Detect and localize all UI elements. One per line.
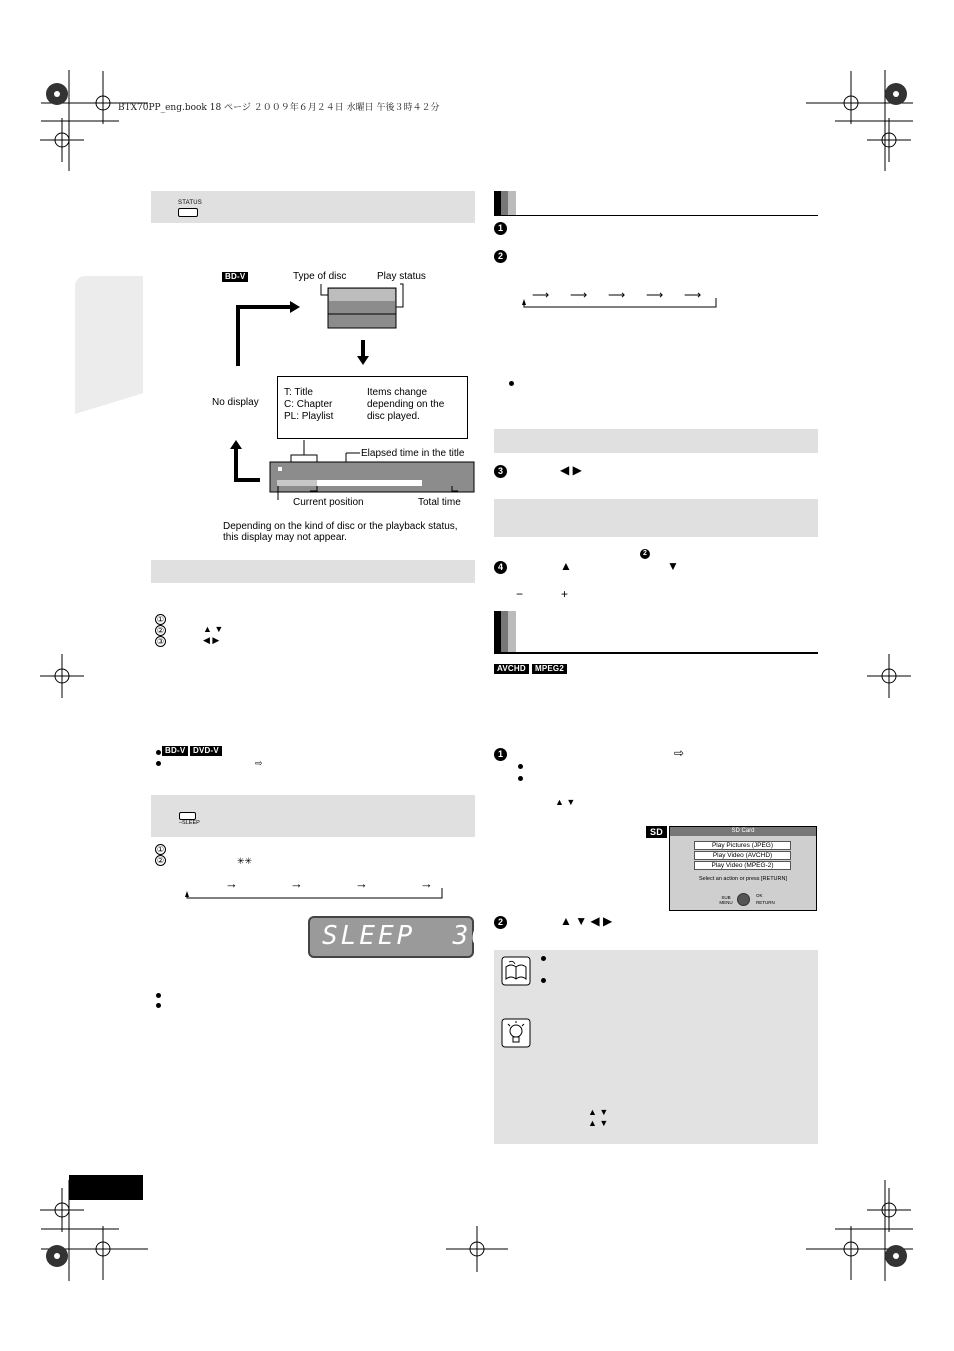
play-status-callout: Play status bbox=[377, 271, 426, 282]
sleep-flow-arrow-2: → bbox=[290, 876, 303, 891]
sleep-flow-arrow-3: → bbox=[355, 876, 368, 891]
sleep-lcd-text: SLEEP 30 bbox=[322, 921, 490, 951]
right1-gray-bar-2 bbox=[494, 499, 818, 537]
right-section2-rule bbox=[494, 652, 818, 654]
legend-chapter: C: Chapter bbox=[284, 399, 333, 410]
total-time-label: Total time bbox=[418, 497, 461, 508]
right2-bullet2 bbox=[518, 776, 523, 781]
section2-step1: ① bbox=[156, 615, 165, 624]
status-footnote-line1: Depending on the kind of disc or the playback status, bbox=[223, 521, 458, 532]
notes-bullet2 bbox=[541, 978, 546, 983]
right1-plus: + bbox=[561, 587, 569, 601]
mpeg2-badge: MPEG2 bbox=[532, 664, 567, 674]
right-section2-heading-bar bbox=[494, 611, 516, 653]
legend-note-line3: disc played. bbox=[367, 411, 420, 422]
avchd-badge: AVCHD bbox=[494, 664, 529, 674]
section2-leftright-arrows: ◀ ▶ bbox=[203, 635, 220, 645]
legend-playlist: PL: Playlist bbox=[284, 411, 334, 422]
notes-arrows-1: ▲ ▼ bbox=[588, 1107, 609, 1117]
right2-all-arrows: ▲ ▼ ◀ ▶ bbox=[560, 914, 613, 928]
sleep-step1: ① bbox=[156, 845, 165, 854]
right-section1-rule bbox=[494, 215, 818, 216]
right1-gray-bar-1 bbox=[494, 429, 818, 453]
right-section1-heading-bar bbox=[494, 191, 516, 215]
sd-option-avchd[interactable]: Play Video (AVCHD) bbox=[694, 851, 791, 860]
current-position-label: Current position bbox=[293, 497, 364, 508]
legend-note-line2: depending on the bbox=[367, 399, 445, 410]
side-tab bbox=[75, 276, 143, 414]
sd-sub-menu-label: SUB MENU bbox=[719, 895, 733, 905]
sleep-stars: ✳✳ bbox=[237, 856, 253, 866]
legend-note-line1: Items change bbox=[367, 387, 428, 398]
elapsed-time-label: Elapsed time in the title bbox=[361, 448, 465, 459]
sleep-step2: ② bbox=[156, 856, 165, 865]
right2-updown-arrows: ▲ ▼ bbox=[555, 797, 576, 807]
type-of-disc-callout: Type of disc bbox=[293, 271, 347, 282]
section2-header bbox=[151, 560, 475, 583]
sleep-flow-arrow-4: → bbox=[420, 876, 433, 891]
right1-step4: 4 bbox=[494, 561, 507, 574]
right1-leftright-arrows: ◀ ▶ bbox=[560, 463, 582, 477]
page-number-block bbox=[69, 1175, 143, 1200]
bd-v-badge: BD-V bbox=[222, 272, 248, 282]
sd-ok-label: OK bbox=[756, 893, 763, 898]
bd-v-badge-2: BD-V bbox=[162, 746, 188, 756]
dvd-v-badge: DVD-V bbox=[190, 746, 222, 756]
sd-return-label: RETURN bbox=[756, 900, 775, 905]
right1-up-arrow: ▲ bbox=[560, 559, 572, 573]
right1-minus: − bbox=[516, 587, 524, 601]
sd-card-menu-screen bbox=[669, 826, 817, 911]
right2-step2: 2 bbox=[494, 916, 507, 929]
tip-lightbulb-icon bbox=[501, 1018, 531, 1048]
right1-flow-arrow-2: ⟶ bbox=[570, 288, 588, 302]
sleep-button-icon: –SLEEP bbox=[179, 812, 200, 827]
right2-ref-arrow: ⇨ bbox=[674, 746, 685, 760]
note-book-icon bbox=[501, 956, 531, 986]
sd-badge: SD bbox=[646, 826, 667, 838]
legend-title: T: Title bbox=[284, 387, 313, 398]
right1-step1: 1 bbox=[494, 222, 507, 235]
sd-menu-title: SD Card bbox=[670, 827, 816, 836]
section2-step2: ② bbox=[156, 626, 165, 635]
section2-updown-arrows: ▲ ▼ bbox=[203, 624, 224, 634]
section2-bullet2 bbox=[156, 761, 161, 766]
right1-bullet bbox=[509, 381, 514, 386]
file-info-header: BTX70PP_eng.book 18 ページ ２００９年６月２４日 水曜日 午後３時４２分 bbox=[118, 103, 440, 113]
section2-ref-arrow: ⇨ bbox=[255, 758, 263, 768]
sleep-bullet2 bbox=[156, 1003, 161, 1008]
notes-arrows-2: ▲ ▼ bbox=[588, 1118, 609, 1128]
right2-step1: 1 bbox=[494, 748, 507, 761]
right1-flow-arrow-3: ⟶ bbox=[608, 288, 626, 302]
section2-bullet1 bbox=[156, 750, 161, 755]
sd-nav-wheel-icon bbox=[737, 893, 750, 906]
no-display-label: No display bbox=[212, 397, 259, 408]
right1-flow-arrow-5: ⟶ bbox=[684, 288, 702, 302]
right1-step2: 2 bbox=[494, 250, 507, 263]
sd-option-jpeg[interactable]: Play Pictures (JPEG) bbox=[694, 841, 791, 850]
sleep-flow-arrow-1: → bbox=[225, 876, 238, 891]
notes-bullet1 bbox=[541, 956, 546, 961]
status-button-icon: STATUS bbox=[178, 200, 202, 217]
sleep-cycle-flow bbox=[182, 878, 447, 900]
section2-step3: ③ bbox=[156, 637, 165, 646]
right1-step4-ref: 2 bbox=[640, 549, 650, 559]
right2-bullet1 bbox=[518, 764, 523, 769]
right1-step3: 3 bbox=[494, 465, 507, 478]
right1-down-arrow: ▼ bbox=[667, 559, 679, 573]
sd-menu-hint: Select an action or press [RETURN] bbox=[698, 876, 788, 882]
right1-flow-arrow-4: ⟶ bbox=[646, 288, 664, 302]
sd-option-mpeg2[interactable]: Play Video (MPEG-2) bbox=[694, 861, 791, 870]
right1-flow-arrow-1: ⟶ bbox=[532, 288, 550, 302]
status-footnote-line2: this display may not appear. bbox=[223, 532, 347, 543]
sleep-bullet1 bbox=[156, 993, 161, 998]
